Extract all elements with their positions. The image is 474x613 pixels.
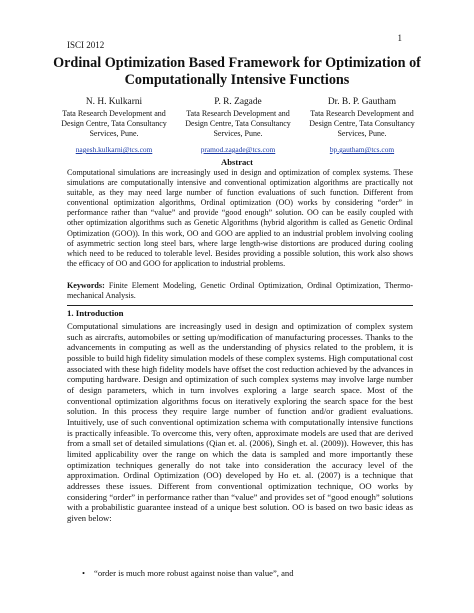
author-name: N. H. Kulkarni <box>85 97 143 107</box>
paper-title: Ordinal Optimization Based Framework for Optimization of Computationally Intensive Functions <box>53 55 421 88</box>
keywords-text: Finite Element Modeling, Genetic Ordinal Optimization, Ordinal Optimization, Thermo-mechanical Analysis. <box>67 281 413 300</box>
section-heading: 1. Introduction <box>67 308 124 318</box>
author-block <box>52 97 424 155</box>
abstract-text: Computational simulations are increasingly used in design and optimization of complex systems. These simulations are computationally intensive and conventional optimization algorithms are practically not suitable, as they may need large number of function evaluations of such function. Different from conventional optimization algorithms, Ordinal optimization (OO) works by considering “order” in performance rather than “value” and provide “good enough” solution. OO can be easily coupled with other optimization algorithms such as Genetic Algorithms (hybrid algorithm is called as Genetic Ordinal Optimization (GOO)). In this work, OO and GOO are applied to an industrial problem involving cooling of asymmetric section long steel bars, where large length-wise distortions are produced during cooling which need to be reduced to tolerable level. Besides providing a possible solution, this work also shows the efficacy of OO and GOO for application to industrial problems. <box>67 168 413 268</box>
keywords <box>67 281 413 301</box>
author-email-link[interactable]: nagesh.kulkarni@tcs.com <box>75 145 153 154</box>
author-email-link[interactable]: bp.gautham@tcs.com <box>329 145 395 154</box>
author-affiliation: Tata Research Development and Design Centre, Tata Consultancy Services, Pune. <box>309 109 415 138</box>
abstract-heading: Abstract <box>221 157 253 167</box>
author-3 <box>300 97 424 155</box>
author-1 <box>52 97 176 155</box>
bullet-symbol: • <box>82 568 86 578</box>
keywords-label: Keywords: <box>67 281 105 290</box>
section-body-text: Computational simulations are increasingly used in design and optimization of complex system such as aircrafts, automobiles or setting up/modification of manufacturing processes. Thanks to the advancements in computing as well as the understanding of physics related to the problem, it is possible to build high fidelity simulation models of these complex systems. High computational cost associated with these high fidelity models have offset the cost reduction achieved by the advances in computing hardware. Design and optimization of such complex systems may involve large number of design parameters, which in turn involves exploring a large search space. Most of the conventional optimization algorithms focus on iteratively exploring the search space for the best solution. In this process they require large number of function and/or gradient evaluations. Intuitively, use of such conventional optimization schema with computationally intensive functions is practically infeasible. To overcome this, very often, approximate models are used that are derived from a small set of detailed simulations (Qian et. al. (2006), Singh et. al. (2009)). However, this has limited applicability over the range on which the data is sampled and more importantly these optimization techniques generally do not take into consideration the accuracy level of the approximation. Ordinal Optimization (OO) developed by Ho et. al. (2007) is a technique that addresses these issues. Different from conventional optimization technique, OO works by considering “order” in performance rather than “value” and provides set of “good enough” solutions with a probabilistic guarantee instead of a unique best solution. OO is based on two basic ideas as given below: <box>67 321 413 523</box>
page-number: 1 <box>397 33 402 43</box>
conference-label: ISCI 2012 <box>67 40 105 50</box>
section-divider <box>67 305 413 306</box>
author-affiliation: Tata Research Development and Design Centre, Tata Consultancy Services, Pune. <box>61 109 167 138</box>
bullet-item <box>82 568 294 578</box>
author-2 <box>176 97 300 155</box>
author-email-link[interactable]: pramod.zagade@tcs.com <box>200 145 276 154</box>
author-affiliation: Tata Research Development and Design Centre, Tata Consultancy Services, Pune. <box>185 109 291 138</box>
author-name: P. R. Zagade <box>214 97 262 107</box>
bullet-text: “order is much more robust against noise than value”, and <box>94 568 294 578</box>
author-name: Dr. B. P. Gautham <box>327 97 397 107</box>
